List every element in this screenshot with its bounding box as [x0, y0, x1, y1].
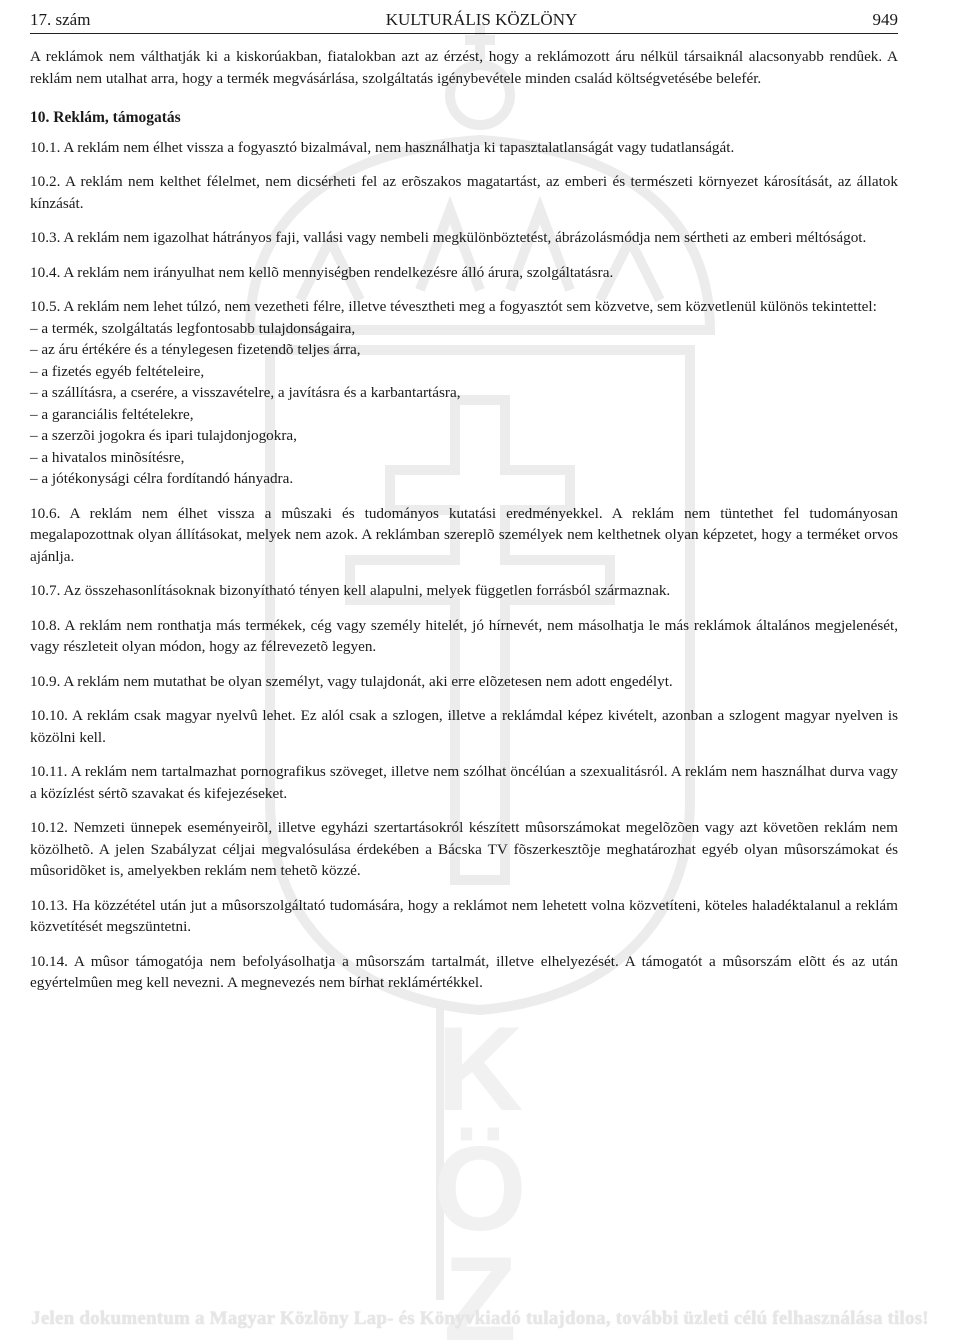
- list-item: – a jótékonysági célra fordítandó hányadra.: [30, 470, 294, 487]
- paragraph-10-7: 10.7. Az összehasonlításoknak bizonyítható tényen kell alapulni, melyek független forrásból származnak.: [30, 582, 671, 599]
- paragraph-10-1: 10.1. A reklám nem élhet vissza a fogyasztó bizalmával, nem használhatja ki tapasztalatlanságát vagy tudatlanságát.: [30, 138, 735, 156]
- page-number: 949: [872, 10, 898, 29]
- paragraph-10-14: 10.14. A mûsor támogatója nem befolyásolhatja a mûsorszám tartalmát, illetve elhelyezését. A támogatót a mûsorszám elõtt és az után egyértelmûen meg kell nevezni. A megnevezés nem bírhat reklámértékkel.: [30, 952, 898, 991]
- list-item: – a termék, szolgáltatás legfontosabb tulajdonságaira,: [30, 319, 356, 337]
- list-item: – az áru értékére és a ténylegesen fizetendõ teljes árra,: [30, 341, 361, 358]
- watermark-letter-o: Ö: [433, 1122, 527, 1256]
- watermark-letter-k: K: [436, 1002, 524, 1136]
- document-body: [30, 46, 898, 994]
- page-header: [30, 10, 898, 34]
- paragraph-10-10: 10.10. A reklám csak magyar nyelvû lehet. Ez alól csak a szlogen, illetve a reklámdal képez kivételt, azonban a szlogent magyar nyelven is közölni kell.: [30, 707, 898, 746]
- list-item: – a garanciális feltételekre,: [30, 405, 194, 423]
- criteria-list: [30, 318, 898, 490]
- issue-number: 17. szám: [30, 10, 91, 29]
- list-item: – a szerzõi jogokra és ipari tulajdonjogokra,: [30, 427, 297, 444]
- paragraph-10-8: 10.8. A reklám nem ronthatja más termékek, cég vagy személy hitelét, jó hírnevét, nem másolhatja le más reklámok általános megjelenését, vagy részleteit olyan módon, hogy az félrevezetõ legyen.: [30, 616, 898, 655]
- paragraph-10-5: [30, 296, 898, 490]
- document-page: [30, 10, 898, 994]
- publication-title: KULTURÁLIS KÖZLÖNY: [385, 10, 578, 29]
- paragraph-10-11: 10.11. A reklám nem tartalmazhat pornografikus szöveget, illetve nem szólhat öncélúan a szexualitásról. A reklám nem használhat durva vagy a közízlést sértõ szavakat és kifejezéseket.: [30, 763, 898, 802]
- paragraph-10-9: 10.9. A reklám nem mutathat be olyan személyt, vagy tulajdonát, aki erre elõzetesen nem adott engedélyt.: [30, 672, 673, 690]
- paragraph-10-13: 10.13. Ha közzététel után jut a mûsorszolgáltató tudomására, hogy a reklámot nem lehetett volna közvetíteni, köteles haladéktalanul a reklám közvetítését megszüntetni.: [30, 896, 898, 935]
- section-title: 10. Reklám, támogatás: [30, 109, 181, 126]
- list-item: – a fizetés egyéb feltételeire,: [30, 362, 205, 380]
- copyright-footer: Jelen dokumentum a Magyar Közlöny Lap- és Könyvkiadó tulajdona, további üzleti célú felhasználása tilos!: [31, 1308, 929, 1329]
- paragraph-10-6: 10.6. A reklám nem élhet vissza a mûszaki és tudományos kutatási eredményekkel. A reklám nem tüntethet fel tudományosan megalapozottnak olyan állításokat, melyek nem azok. A reklámban szereplõ személyek nem kelthetnek olyan képzetet, hogy a terméket orvos ajánlja.: [30, 504, 898, 565]
- paragraph-10-3: 10.3. A reklám nem igazolhat hátrányos faji, vallási vagy nembeli megkülönböztetést, ábrázolásmódja nem sértheti az emberi méltóságot.: [30, 229, 867, 246]
- paragraph-10-4: 10.4. A reklám nem irányulhat nem kellõ mennyiségben rendelkezésre álló árura, szolgáltatásra.: [30, 263, 614, 281]
- paragraph-10-5-text: 10.5. A reklám nem lehet túlzó, nem vezetheti félre, illetve tévesztheti meg a fogyasztót sem közvetve, sem közvetlenül különös tekintettel:: [30, 298, 877, 315]
- watermark-letter-z: Z: [443, 1232, 517, 1340]
- intro-paragraph: A reklámok nem válthatják ki a kiskorúakban, fiatalokban azt az érzést, hogy a reklámozott áru nélkül társaiknál alacsonyabb rendûek. A reklám nem utalhat arra, hogy a termék megvásárlása, szolgáltatás igénybevétele minden család költségvetésébe belefér.: [30, 48, 898, 87]
- list-item: – a szállításra, a cserére, a visszavételre, a javításra és a karbantartásra,: [30, 384, 461, 401]
- paragraph-10-2: 10.2. A reklám nem kelthet félelmet, nem dicsérheti fel az erõszakos magatartást, az emberi és természeti környezet károsítását, az állatok kínzását.: [30, 173, 898, 212]
- list-item: – a hivatalos minõsítésre,: [30, 448, 185, 466]
- paragraph-10-12: 10.12. Nemzeti ünnepek eseményeirõl, illetve egyházi szertartásokról készített mûsorszámokat megelõzõen vagy azt követõen reklám nem közölhetõ. A jelen Szabályzat céljai megvalósulása érdekében a Bácska TV fõszerkesztõje meghatározhat egyéb olyan mûsorszámokat és mûsoridõket is, amelyekben reklám nem tehetõ közzé.: [30, 819, 898, 879]
